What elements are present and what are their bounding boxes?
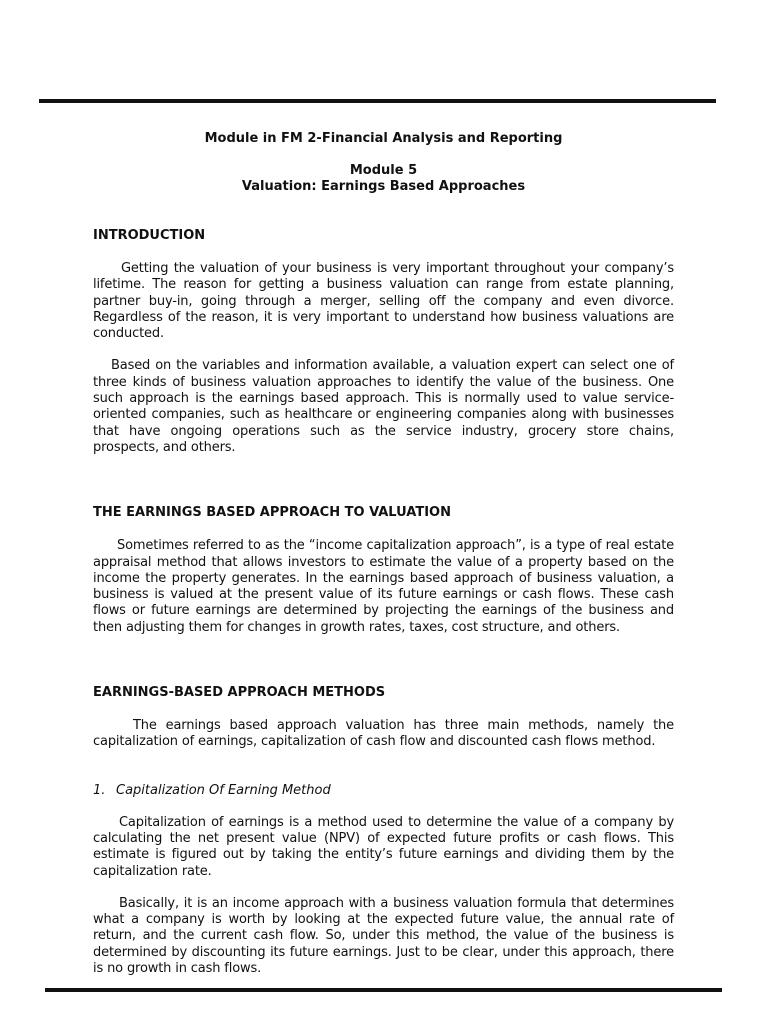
paragraph: Basically, it is an income approach with a business valuation formula that determines what a company is worth by looking at the expected future value, the annual rate of return, and the current cash flow. So, under this method, the value of the business is determined by discounting its future earnings. Just to be clear, under this approach, there is no growth in cash flows. xyxy=(93,895,674,977)
subsection-number: 1. xyxy=(93,782,106,798)
paragraph: Based on the variables and information available, a valuation expert can select one of three kinds of business valuation approaches to identify the value of the business. One such approach is the earnings based approach. This is normally used to value service-oriented companies, such as healthcare or engineering companies along with businesses that have ongoing operations such as the service industry, grocery store chains, prospects, and others. xyxy=(93,358,674,455)
subsection-heading-capitalization-of-earnings xyxy=(93,783,674,799)
paragraph: Getting the valuation of your business is very important throughout your company’s lifetime. The reason for getting a business valuation can range from estate planning, partner buy-in, going through a merger, selling off the company and even divorce. Regardless of the reason, it is very important to understand how business valuations are conducted. xyxy=(93,261,674,342)
section-heading-methods: EARNINGS-BASED APPROACH METHODS xyxy=(93,685,386,701)
section-heading-earnings-approach: THE EARNINGS BASED APPROACH TO VALUATION xyxy=(93,505,451,521)
section-heading-introduction: INTRODUCTION xyxy=(93,228,206,243)
header-rule xyxy=(39,99,716,103)
module-number: Module 5 xyxy=(349,163,418,178)
document-body xyxy=(93,131,674,977)
document-header-title: Module in FM 2-Financial Analysis and Reporting xyxy=(204,131,563,146)
paragraph: Capitalization of earnings is a method used to determine the value of a company by calculating the net present value (NPV) of expected future profits or cash flows. This estimate is figured out by taking the entity’s future earnings and dividing them by the capitalization rate. xyxy=(93,814,674,879)
paragraph: The earnings based approach valuation has three main methods, namely the capitalization of earnings, capitalization of cash flow and discounted cash flows method. xyxy=(93,718,674,750)
subsection-title: Capitalization Of Earning Method xyxy=(116,782,331,798)
paragraph: Sometimes referred to as the “income capitalization approach”, is a type of real estate appraisal method that allows investors to estimate the value of a property based on the income the property generates. In the earnings based approach of business valuation, a business is valued at the present value of its future earnings or cash flows. These cash flows or future earnings are determined by projecting the earnings of the business and then adjusting them for changes in growth rates, taxes, cost structure, and others. xyxy=(93,538,674,635)
footer-rule xyxy=(45,988,722,992)
module-title: Valuation: Earnings Based Approaches xyxy=(241,179,526,194)
